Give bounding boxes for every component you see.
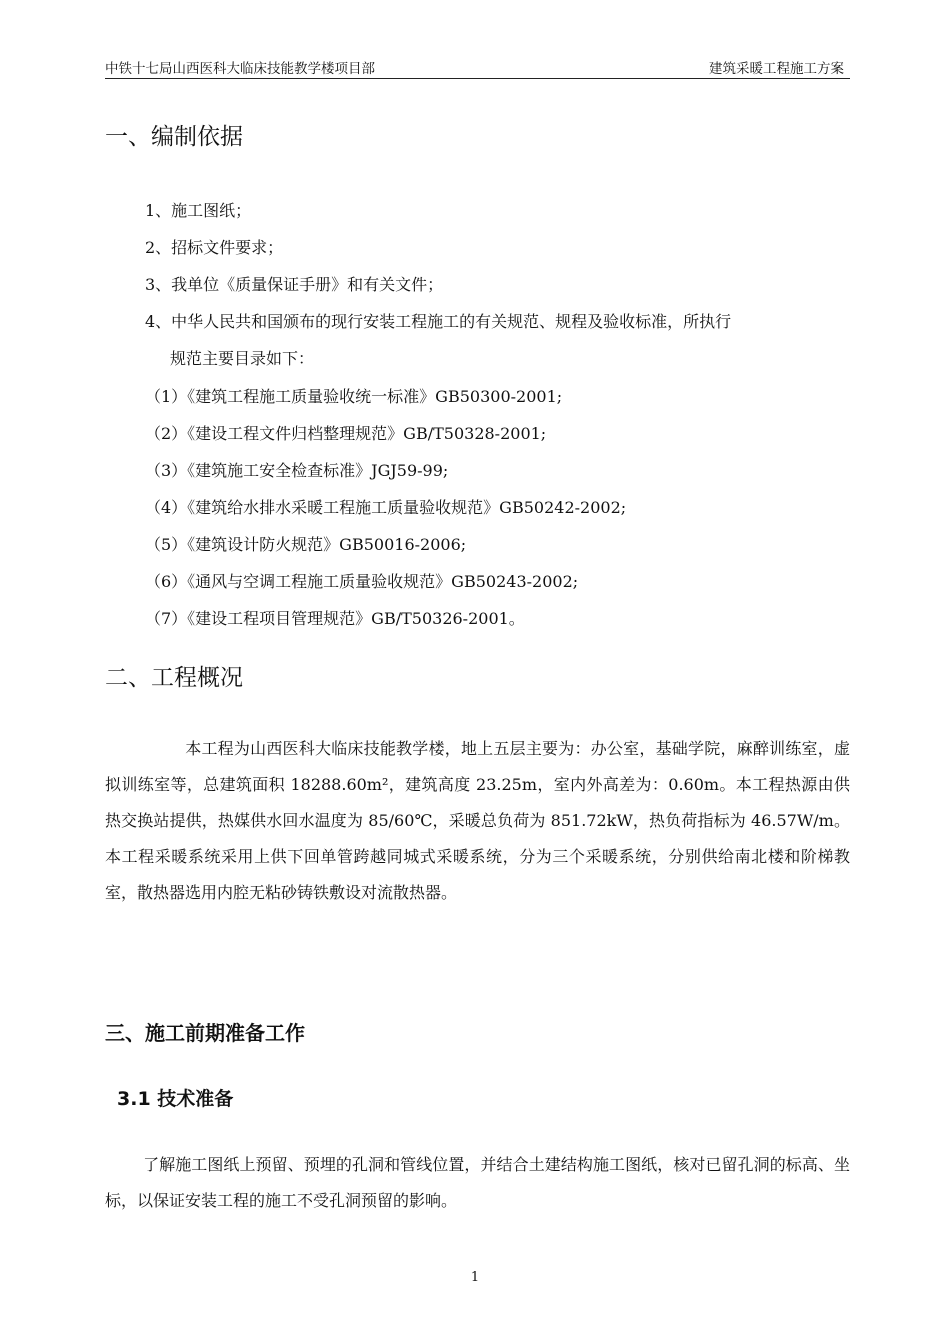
standard-1: （1）《建筑工程施工质量验收统一标准》GB50300-2001; xyxy=(145,387,563,406)
basis-item-4-continued: 规范主要目录如下： xyxy=(170,349,315,368)
standard-5: （5）《建筑设计防火规范》GB50016-2006; xyxy=(145,535,467,554)
technical-prep-text: 了解施工图纸上预留、预埋的孔洞和管线位置，并结合土建结构施工图纸，核对已留孔洞的标高、坐标，以保证安装工程的施工不受孔洞预留的影响。 xyxy=(105,1155,850,1210)
section2-heading: 二、工程概况 xyxy=(105,665,243,691)
standard-6: （6）《通风与空调工程施工质量验收规范》GB50243-2002; xyxy=(145,572,579,591)
header-project-name: 中铁十七局山西医科大临床技能教学楼项目部 xyxy=(105,61,375,77)
section1-heading: 一、编制依据 xyxy=(105,124,243,150)
page-number: 1 xyxy=(470,1270,480,1285)
project-overview-paragraph xyxy=(105,731,850,911)
standard-4: （4）《建筑给水排水采暖工程施工质量验收规范》GB50242-2002; xyxy=(145,498,627,517)
page-header xyxy=(105,60,850,79)
basis-item-4: 4、中华人民共和国颁布的现行安装工程施工的有关规范、规程及验收标准，所执行 xyxy=(145,312,732,331)
basis-item-1: 1、施工图纸； xyxy=(145,201,252,220)
section3-heading: 三、施工前期准备工作 xyxy=(105,1021,305,1045)
header-document-title: 建筑采暖工程施工方案 xyxy=(709,61,844,77)
standard-2: （2）《建设工程文件归档整理规范》GB/T50328-2001; xyxy=(145,424,547,443)
basis-item-2: 2、招标文件要求； xyxy=(145,238,284,257)
basis-item-3: 3、我单位《质量保证手册》和有关文件； xyxy=(145,275,444,294)
standard-7: （7）《建设工程项目管理规范》GB/T50326-2001。 xyxy=(145,609,525,628)
subsection-3-1-heading: 3.1 技术准备 xyxy=(117,1088,234,1110)
technical-prep-paragraph xyxy=(105,1147,850,1219)
project-overview-text: 本工程为山西医科大临床技能教学楼，地上五层主要为：办公室，基础学院，麻醉训练室，虚拟训练室等，总建筑面积 18288.60m²，建筑高度 23.25m，室内外高差为：0.60m。本工程热源由供热交换站提供，热媒供水回水温度为 85/60℃，采暖总负荷为 851.72kW，热负荷指标为 46.57W/m。本工程采暖系统采用上供下回单管跨越同城式采暖系统，分为三个采暖系统，分别供给南北楼和阶梯教室，散热器选用内腔无粘砂铸铁敷设对流散热器。 xyxy=(105,739,850,902)
standard-3: （3）《建筑施工安全检查标准》JGJ59-99; xyxy=(145,461,449,480)
